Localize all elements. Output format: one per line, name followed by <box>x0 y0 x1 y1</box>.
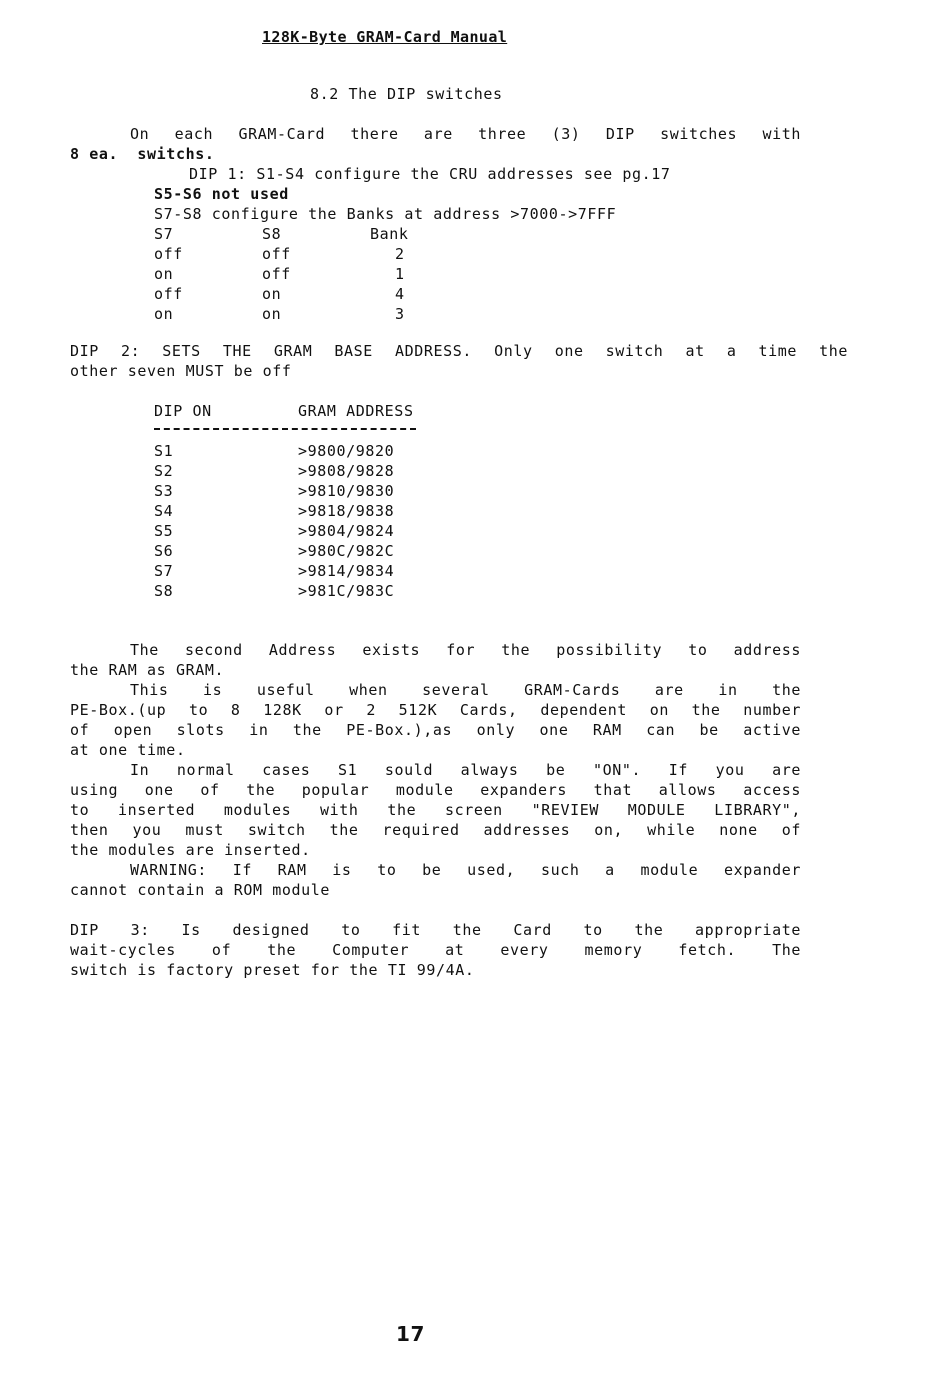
page-number: 17 <box>396 1322 426 1346</box>
table-cell: >981C/983C <box>298 582 395 600</box>
dip2-line-2: other seven MUST be off <box>70 362 292 380</box>
dip2-line-1: DIP 2: SETS THE GRAM BASE ADDRESS. Only one switch at a time the <box>70 342 848 360</box>
table-cell: >9808/9828 <box>298 462 395 480</box>
table-cell: >9814/9834 <box>298 562 395 580</box>
table-cell: S8 <box>154 582 174 600</box>
table-cell: S4 <box>154 502 174 520</box>
table-cell: 2 <box>395 245 405 263</box>
para2-line-1: This is useful when several GRAM-Cards are in the <box>130 681 801 699</box>
table-cell: >9804/9824 <box>298 522 395 540</box>
gram-table-header-address: GRAM ADDRESS <box>298 402 414 420</box>
table-cell: off <box>154 285 183 303</box>
dip1-line-1: DIP 1: S1-S4 configure the CRU addresses see pg.17 <box>189 165 671 183</box>
para3-line-5: the modules are inserted. <box>70 841 311 859</box>
para1-line-2: the RAM as GRAM. <box>70 661 225 679</box>
table-cell: >980C/982C <box>298 542 395 560</box>
intro-line-2: 8 ea. switchs. <box>70 145 215 163</box>
warning-line-2: cannot contain a ROM module <box>70 881 331 899</box>
table-cell: S6 <box>154 542 174 560</box>
table-cell: S1 <box>154 442 174 460</box>
dip3-line-2: wait-cycles of the Computer at every memory fetch. The <box>70 941 801 959</box>
table-cell: 1 <box>395 265 405 283</box>
table-cell: on <box>262 305 282 323</box>
table-cell: on <box>262 285 282 303</box>
para3-line-4: then you must switch the required addresses on, while none of <box>70 821 801 839</box>
table-divider <box>154 428 416 430</box>
table-cell: >9810/9830 <box>298 482 395 500</box>
table-cell: >9818/9838 <box>298 502 395 520</box>
para2-line-3: of open slots in the PE-Box.),as only one RAM can be active <box>70 721 801 739</box>
table-cell: on <box>154 305 174 323</box>
table-cell: >9800/9820 <box>298 442 395 460</box>
dip3-line-3: switch is factory preset for the TI 99/4A. <box>70 961 475 979</box>
para3-line-1: In normal cases S1 sould always be "ON". If you are <box>130 761 801 779</box>
para1-line-1: The second Address exists for the possibility to address <box>130 641 801 659</box>
table-cell: 3 <box>395 305 405 323</box>
intro-line-1: On each GRAM-Card there are three (3) DIP switches with <box>130 125 801 143</box>
section-title: 8.2 The DIP switches <box>310 85 503 103</box>
dip1-line-2: S5-S6 not used <box>154 185 289 203</box>
table-cell: S3 <box>154 482 174 500</box>
gram-table-header-dip-on: DIP ON <box>154 402 212 420</box>
bank-table-header-s8: S8 <box>262 225 282 243</box>
para2-line-4: at one time. <box>70 741 186 759</box>
para3-line-2: using one of the popular module expanders that allows access <box>70 781 801 799</box>
table-cell: off <box>262 245 291 263</box>
table-cell: off <box>262 265 291 283</box>
para3-line-3: to inserted modules with the screen "REVIEW MODULE LIBRARY", <box>70 801 801 819</box>
dip1-line-3: S7-S8 configure the Banks at address >7000->7FFF <box>154 205 617 223</box>
warning-line-1: WARNING: If RAM is to be used, such a module expander <box>130 861 801 879</box>
bank-table-header-bank: Bank <box>370 225 409 243</box>
dip3-line-1: DIP 3: Is designed to fit the Card to the appropriate <box>70 921 801 939</box>
table-cell: off <box>154 245 183 263</box>
table-cell: S5 <box>154 522 174 540</box>
table-cell: S2 <box>154 462 174 480</box>
page-header-title: 128K-Byte GRAM-Card Manual <box>262 28 508 46</box>
bank-table-header-s7: S7 <box>154 225 174 243</box>
para2-line-2: PE-Box.(up to 8 128K or 2 512K Cards, dependent on the number <box>70 701 801 719</box>
table-cell: on <box>154 265 174 283</box>
table-cell: S7 <box>154 562 174 580</box>
table-cell: 4 <box>395 285 405 303</box>
